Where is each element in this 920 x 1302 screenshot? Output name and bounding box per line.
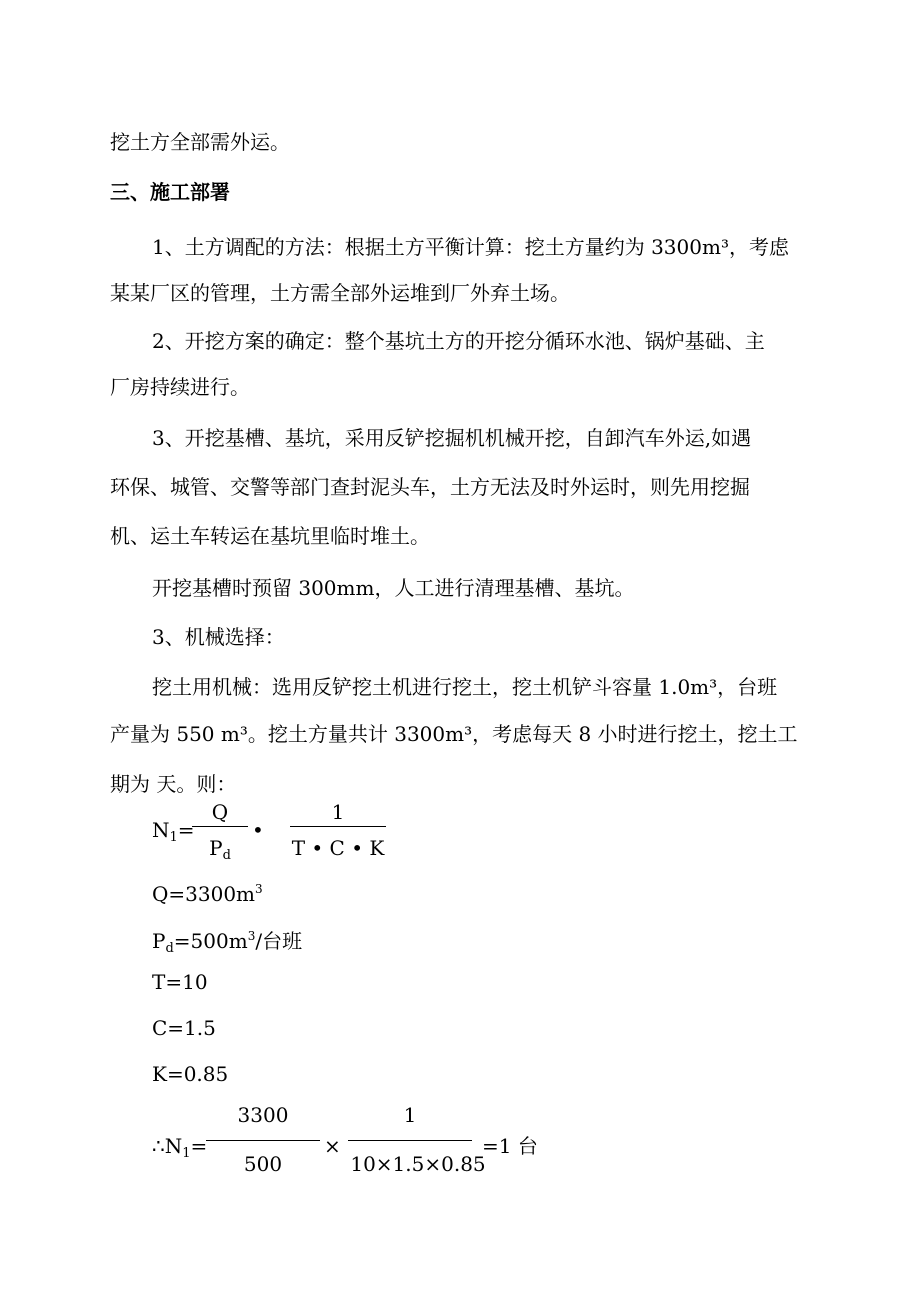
fraction-bar: [192, 826, 248, 827]
section-heading: 三、施工部署: [110, 180, 230, 204]
paragraph-line: 开挖基槽时预留 300mm，人工进行清理基槽、基坑。: [152, 576, 635, 600]
paragraph-line: 3、机械选择：: [152, 625, 285, 649]
times-sign: ×: [324, 1134, 341, 1158]
multiply-dot: •: [252, 818, 264, 842]
paragraph-line: 3、开挖基槽、基坑，采用反铲挖掘机机械开挖，自卸汽车外运,如遇: [152, 426, 752, 450]
paragraph-line: 环保、城管、交警等部门查封泥头车，土方无法及时外运时，则先用挖掘: [110, 475, 750, 499]
fraction-numerator: 1: [403, 1103, 417, 1127]
variable-q: $Q=3300m^3$: [152, 882, 263, 906]
fraction-denominator: 500: [243, 1152, 283, 1176]
fraction-numerator: 1: [331, 800, 345, 824]
paragraph-line: 产量为 550 m³。挖土方量共计 3300m³，考虑每天 8 小时进行挖土，挖土工: [110, 722, 798, 746]
variable-k: K=0.85: [152, 1062, 229, 1086]
fraction-denominator: T • C • K: [291, 836, 385, 860]
paragraph-line: 某某厂区的管理，土方需全部外运堆到厂外弃土场。: [110, 281, 570, 305]
paragraph-line: 挖土方全部需外运。: [110, 130, 290, 154]
variable-pd: $P_d=500m^3/$台班: [152, 929, 303, 956]
variable-t: T=10: [152, 970, 208, 994]
paragraph-line: 厂房持续进行。: [110, 375, 250, 399]
formula-lhs: $\therefore N_1=$: [152, 1134, 208, 1161]
fraction-bar: [206, 1140, 320, 1141]
variable-c: C=1.5: [152, 1016, 216, 1040]
fraction-bar: [348, 1140, 472, 1141]
paragraph-line: 期为 天。则：: [110, 772, 237, 796]
formula-result: =1 台: [482, 1134, 538, 1158]
fraction-denominator: $P_d$: [209, 836, 231, 863]
fraction-numerator: 3300: [237, 1103, 289, 1127]
paragraph-line: 挖土用机械：选用反铲挖土机进行挖土，挖土机铲斗容量 1.0m³，台班: [152, 675, 778, 699]
fraction-bar: [290, 826, 386, 827]
paragraph-line: 机、运土车转运在基坑里临时堆土。: [110, 524, 430, 548]
fraction-numerator: Q: [211, 800, 229, 824]
paragraph-line: 2、开挖方案的确定：整个基坑土方的开挖分循环水池、锅炉基础、主: [152, 329, 765, 353]
fraction-denominator: 10×1.5×0.85: [350, 1152, 486, 1176]
formula-lhs: $N_1=$: [152, 818, 195, 845]
paragraph-line: 1、土方调配的方法：根据土方平衡计算：挖土方量约为 3300m³，考虑: [152, 235, 789, 259]
